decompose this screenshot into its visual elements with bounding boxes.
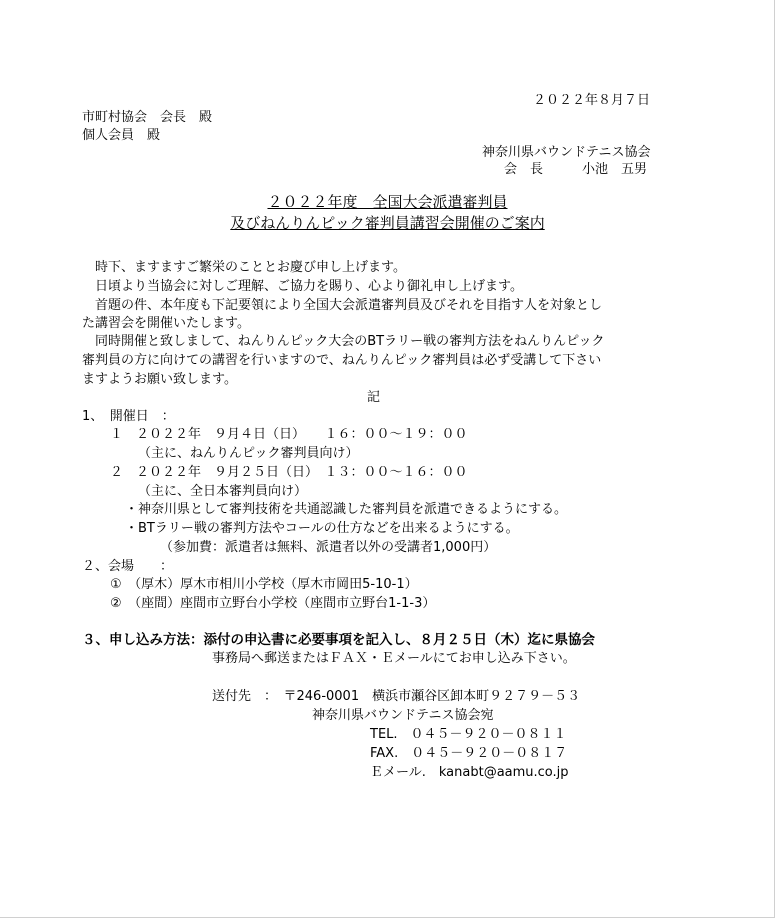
sender-name: 会 長 小池 五男 [504, 162, 648, 177]
objective-bullet-1: ・神奈川県として審判技術を共通認識した審判員を派遣できるようにする。 [125, 502, 568, 517]
venue-2: ② （座間）座間市立野台小学校（座間市立野台1-1-3） [110, 596, 436, 611]
nenrin-paragraph-line-1: 同時開催と致しまして、ねんりんピック大会のBTラリー戦の審判方法をねんりんピック [82, 334, 605, 349]
section-1-heading: 1、 開催日 ： [82, 409, 175, 424]
greeting-paragraph: 時下、ますますご繁栄のこととお慶び申し上げます。 [82, 260, 406, 275]
section-2-heading: ２、会場 ： [82, 559, 174, 574]
contact-fax: FAX. ０４５－９２０－０８１７ [370, 746, 568, 761]
ki-marker: 記 [367, 390, 381, 405]
participation-fee: （参加費：派遣者は無料、派遣者以外の受講者1,000円） [160, 540, 497, 555]
mailing-recipient: 神奈川県バウンドテニス協会宛 [312, 708, 494, 723]
sender-organization: 神奈川県バウンドテニス協会 [482, 145, 651, 160]
nenrin-paragraph-line-2: 審判員の方に向けての講習を行いますので、ねんりんピック審判員は必ず受講して下さい [82, 353, 602, 368]
session-1-note: （主に、ねんりんピック審判員向け） [138, 446, 359, 461]
recipient-line-2: 個人会員 殿 [82, 128, 161, 143]
session-2-note: （主に、全日本審判員向け） [138, 484, 308, 499]
contact-tel: TEL. ０４５－９２０－０８１１ [370, 727, 567, 742]
document-date: ２０２２年８月７日 [533, 93, 651, 108]
nenrin-paragraph-line-3: ますようお願い致します。 [82, 372, 237, 387]
title-line-1: ２０２２年度 全国大会派遣審判員 [267, 193, 508, 211]
thanks-paragraph: 日頃より当協会に対しご理解、ご協力を賜り、心より御礼申し上げます。 [82, 279, 523, 294]
contact-email: Ｅメール. kanabt@aamu.co.jp [370, 765, 569, 780]
session-1: １ ２０２２年 ９月４日（日） １６：００～１９：００ [110, 427, 468, 442]
purpose-paragraph-line-1: 首題の件、本年度も下記要領により全国大会派遣審判員及びそれを目指す人を対象とし [82, 298, 603, 313]
session-2: ２ ２０２２年 ９月２５日（日） １３：００～１６：００ [110, 465, 468, 480]
venue-1: ① （厚木）厚木市相川小学校（厚木市岡田5-10-1） [110, 577, 418, 592]
purpose-paragraph-line-2: た講習会を開催いたします。 [82, 316, 250, 331]
title-line-2: 及びねんりんピック審判員講習会開催のご案内 [230, 214, 545, 232]
objective-bullet-2: ・BTラリー戦の審判方法やコールの仕方などを出来るようにする。 [125, 521, 519, 536]
mailing-address: 送付先 ： 〒246-0001 横浜市瀬谷区卸本町９２７９－５３ [212, 689, 581, 704]
recipient-line-1: 市町村協会 会長 殿 [82, 110, 213, 125]
section-3-line-2: 事務局へ郵送またはＦＡＸ・Ｅメールにてお申し込み下さい。 [212, 651, 576, 666]
section-3-heading: ３、申し込み方法：添付の申込書に必要事項を記入し、８月２５日（木）迄に県協会 [82, 632, 595, 648]
